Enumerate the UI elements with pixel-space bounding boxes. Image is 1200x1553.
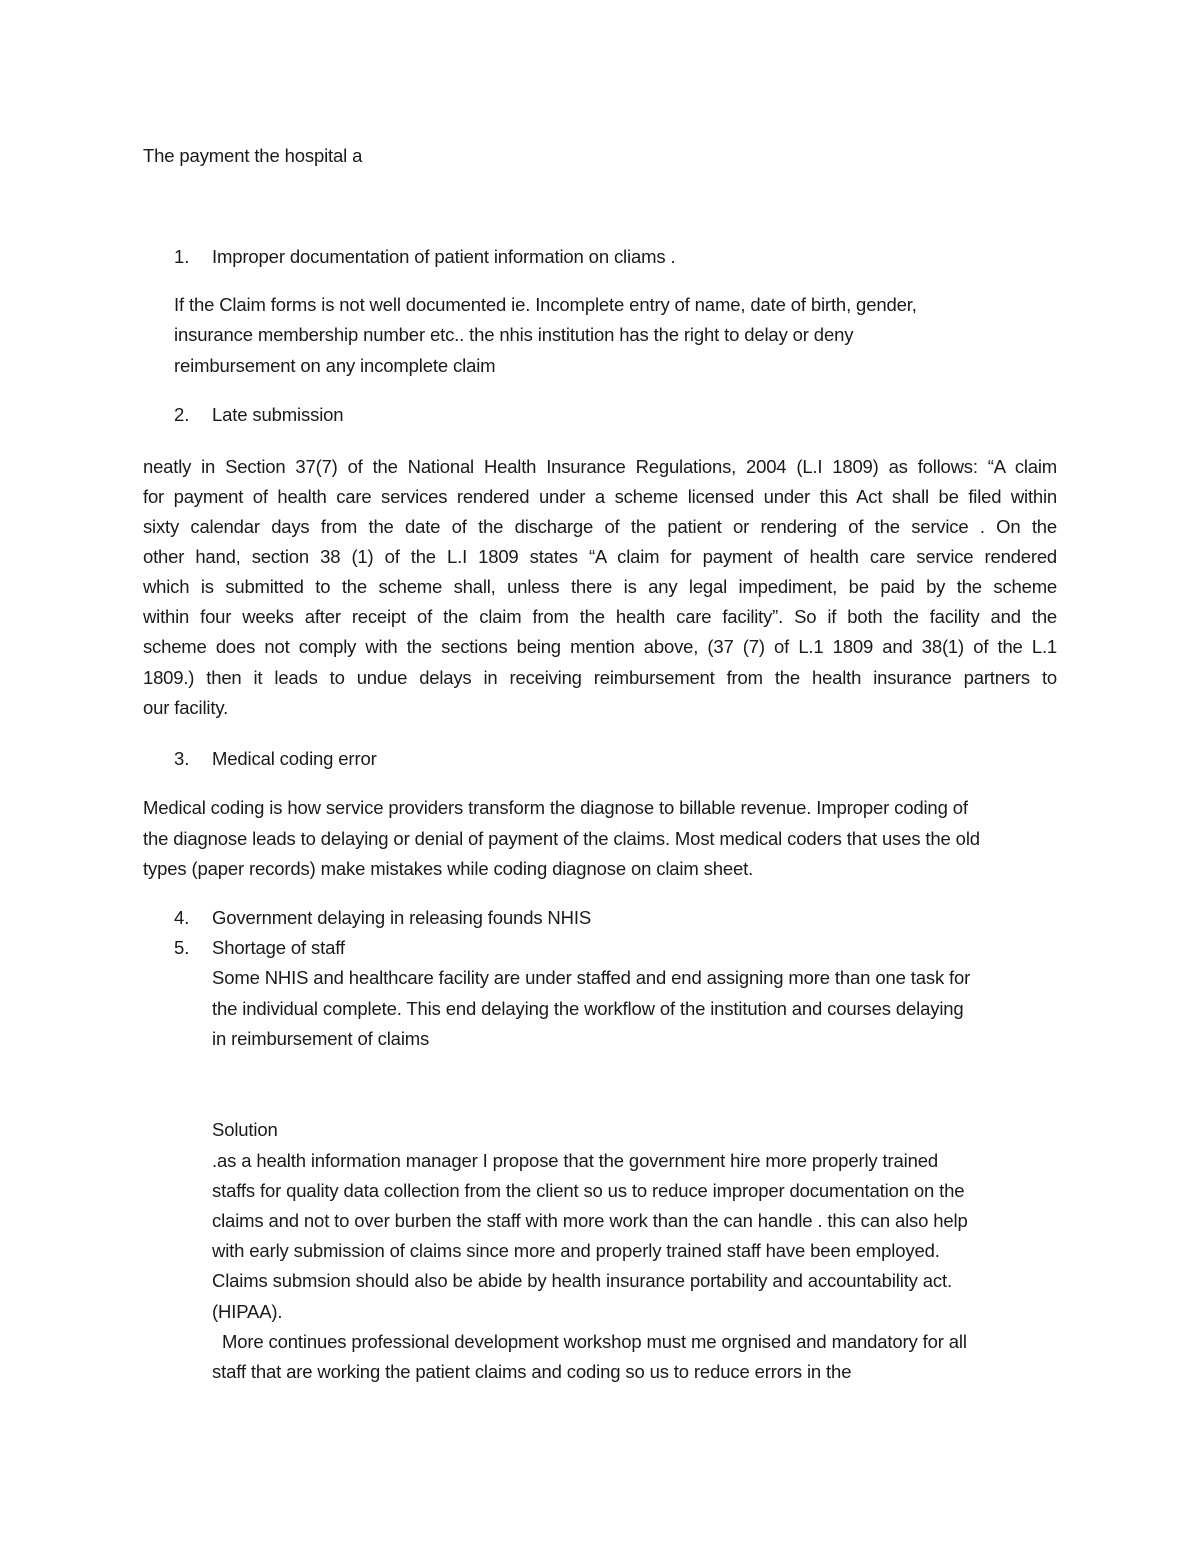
item-3-body-line-2: the diagnose leads to delaying or denial of payment of the claims. Most medical coders that uses the old xyxy=(143,828,980,849)
list-heading-5: Shortage of staff xyxy=(212,937,345,958)
item-2-body-line-3: sixty calendar days from the date of the discharge of the patient or rendering of the service . On the xyxy=(143,516,1057,537)
solution-line-6: (HIPAA). xyxy=(212,1301,283,1322)
item-5-body-line-2: the individual complete. This end delaying the workflow of the institution and courses delaying xyxy=(212,998,964,1019)
item-2-body-line-1: neatly in Section 37(7) of the National Health Insurance Regulations, 2004 (L.I 1809) as follows: “A claim xyxy=(143,456,1057,477)
list-heading-2: Late submission xyxy=(212,404,344,425)
solution-line-1: .as a health information manager I propose that the government hire more properly trained xyxy=(212,1150,939,1171)
solution-line-7: More continues professional development workshop must me orgnised and mandatory for all xyxy=(212,1331,967,1352)
item-2-body-line-4: other hand, section 38 (1) of the L.I 1809 states “A claim for payment of health care service rendered xyxy=(143,546,1057,567)
solution-heading: Solution xyxy=(212,1119,278,1140)
item-2-body-line-6: within four weeks after receipt of the claim from the health care facility”. So if both the facility and the xyxy=(143,606,1057,627)
list-number-3: 3. xyxy=(174,748,190,769)
list-number-4: 4. xyxy=(174,907,190,928)
solution-line-3: claims and not to over burben the staff with more work than the can handle . this can also help xyxy=(212,1210,968,1231)
list-number-5: 5. xyxy=(174,937,190,958)
item-2-body-line-9: our facility. xyxy=(143,697,229,718)
item-1-body-line-3: reimbursement on any incomplete claim xyxy=(174,355,496,376)
item-2-body-line-7: scheme does not comply with the sections being mention above, (37 (7) of L.1 1809 and 38(1) of the L.1 xyxy=(143,636,1057,657)
solution-line-8: staff that are working the patient claims and coding so us to reduce errors in the xyxy=(212,1361,852,1382)
list-number-2: 2. xyxy=(174,404,190,425)
list-heading-1: Improper documentation of patient information on cliams . xyxy=(212,246,676,267)
solution-line-5: Claims submsion should also be abide by health insurance portability and accountability act. xyxy=(212,1270,952,1291)
list-number-1: 1. xyxy=(174,246,190,267)
document-title-line: The payment the hospital a xyxy=(143,145,363,166)
item-3-body-line-3: types (paper records) make mistakes while coding diagnose on claim sheet. xyxy=(143,858,754,879)
item-5-body-line-1: Some NHIS and healthcare facility are under staffed and end assigning more than one task for xyxy=(212,967,971,988)
item-1-body-line-2: insurance membership number etc.. the nhis institution has the right to delay or deny xyxy=(174,324,854,345)
solution-line-2: staffs for quality data collection from the client so us to reduce improper documentation on the xyxy=(212,1180,965,1201)
item-2-body-line-8: 1809.) then it leads to undue delays in receiving reimbursement from the health insurance partners to xyxy=(143,667,1057,688)
solution-line-4: with early submission of claims since more and properly trained staff have been employed. xyxy=(212,1240,940,1261)
item-2-body-line-5: which is submitted to the scheme shall, unless there is any legal impediment, be paid by the scheme xyxy=(143,576,1057,597)
item-5-body-line-3: in reimbursement of claims xyxy=(212,1028,430,1049)
item-1-body-line-1: If the Claim forms is not well documented ie. Incomplete entry of name, date of birth, gender, xyxy=(174,294,917,315)
item-3-body-line-1: Medical coding is how service providers transform the diagnose to billable revenue. Improper coding of xyxy=(143,797,968,818)
list-heading-4: Government delaying in releasing founds NHIS xyxy=(212,907,592,928)
list-heading-3: Medical coding error xyxy=(212,748,377,769)
item-2-body-line-2: for payment of health care services rendered under a scheme licensed under this Act shall be filed within xyxy=(143,486,1057,507)
